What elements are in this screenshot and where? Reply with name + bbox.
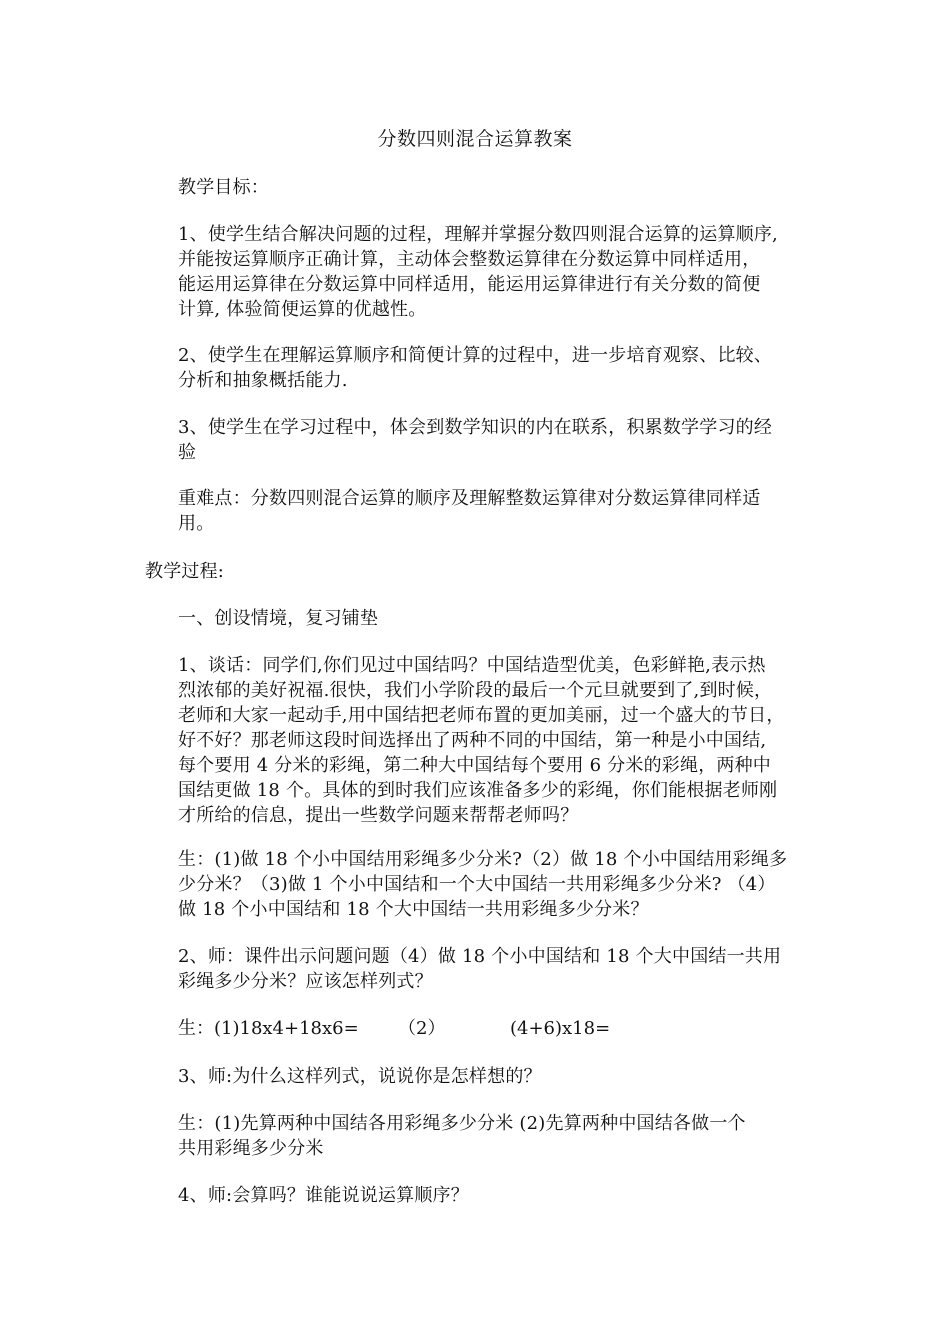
objective-2-line: 2、使学生在理解运算顺序和简便计算的过程中，进一步培育观察、比较、 xyxy=(178,345,773,366)
objective-3-line: 3、使学生在学习过程中，体会到数学知识的内在联系，积累数学学习的经 xyxy=(178,417,773,438)
student-reason-line: 生：(1)先算两种中国结各用彩绳多少分米 (2)先算两种中国结各做一个 xyxy=(178,1113,746,1134)
student-reason xyxy=(178,1111,818,1161)
student-formula xyxy=(178,1016,610,1041)
teacher-question-4: 4、师:会算吗？谁能说说运算顺序？ xyxy=(178,1185,469,1206)
talk-line: 好不好？那老师这段时间选择出了两种不同的中国结，第一种是小中国结, xyxy=(178,730,767,751)
talk-line: 国结更做 18 个。具体的到时我们应该准备多少的彩绳，你们能根据老师刚 xyxy=(178,780,778,801)
objective-1-line: 能运用运算律在分数运算中同样适用，能运用运算律进行有关分数的简便 xyxy=(178,274,761,295)
formula-1: 生：(1)18x4+18x6= xyxy=(178,1018,359,1039)
formula-2: (4+6)x18= xyxy=(510,1018,611,1039)
key-points xyxy=(178,486,818,536)
student-questions-line: 生：(1)做 18 个小中国结用彩绳多少分米?（2）做 18 个小中国结用彩绳多 xyxy=(178,849,788,870)
talk-line: 老师和大家一起动手,用中国结把老师布置的更加美丽，过一个盛大的节日， xyxy=(178,705,785,726)
key-points-line: 用。 xyxy=(178,513,215,534)
formula-2-label: （2） xyxy=(398,1018,446,1039)
student-reason-line: 共用彩绳多少分米 xyxy=(178,1138,324,1159)
teacher-question-3: 3、师:为什么这样列式，说说你是怎样想的？ xyxy=(178,1066,542,1087)
talk-line: 每个要用 4 分米的彩绳，第二种大中国结每个要用 6 分米的彩绳，两种中 xyxy=(178,755,771,776)
objective-1-line: 计算, 体验简便运算的优越性。 xyxy=(178,299,427,320)
objective-1-line: 1、使学生结合解决问题的过程，理解并掌握分数四则混合运算的运算顺序, xyxy=(178,224,778,245)
teacher-question-2-line: 彩绳多少分米？应该怎样列式？ xyxy=(178,971,433,992)
objectives-heading: 教学目标： xyxy=(178,177,269,198)
document-title: 分数四则混合运算教案 xyxy=(377,128,573,150)
student-questions-line: 少分米？（3)做 1 个小中国结和一个大中国结一共用彩绳多少分米? （4） xyxy=(178,874,776,895)
student-questions-line: 做 18 个小中国结和 18 个大中国结一共用彩绳多少分米？ xyxy=(178,899,649,920)
teacher-question-2-line: 2、师：课件出示问题问题（4）做 18 个小中国结和 18 个大中国结一共用 xyxy=(178,946,782,967)
talk-line: 1、谈话：同学们,你们见过中国结吗？中国结造型优美，色彩鲜艳,表示热 xyxy=(178,655,766,676)
teacher-question-2 xyxy=(178,944,818,994)
key-points-line: 重难点：分数四则混合运算的顺序及理解整数运算律对分数运算律同样适 xyxy=(178,488,761,509)
objective-2-line: 分析和抽象概括能力. xyxy=(178,370,348,391)
objective-3 xyxy=(178,415,818,465)
student-questions xyxy=(178,847,818,922)
objective-1 xyxy=(178,222,818,322)
objective-2 xyxy=(178,343,818,393)
section-1-heading: 一、创设情境，复习铺垫 xyxy=(178,608,379,629)
objective-3-line: 验 xyxy=(178,442,197,463)
talk-line: 才所给的信息，提出一些数学问题来帮帮老师吗？ xyxy=(178,805,579,826)
talk-line: 烈浓郁的美好祝福.很快，我们小学阶段的最后一个元旦就要到了,到时候， xyxy=(178,680,773,701)
objective-1-line: 并能按运算顺序正确计算，主动体会整数运算律在分数运算中同样适用， xyxy=(178,249,761,270)
process-heading: 教学过程: xyxy=(145,561,225,582)
talk-paragraph xyxy=(178,653,818,828)
